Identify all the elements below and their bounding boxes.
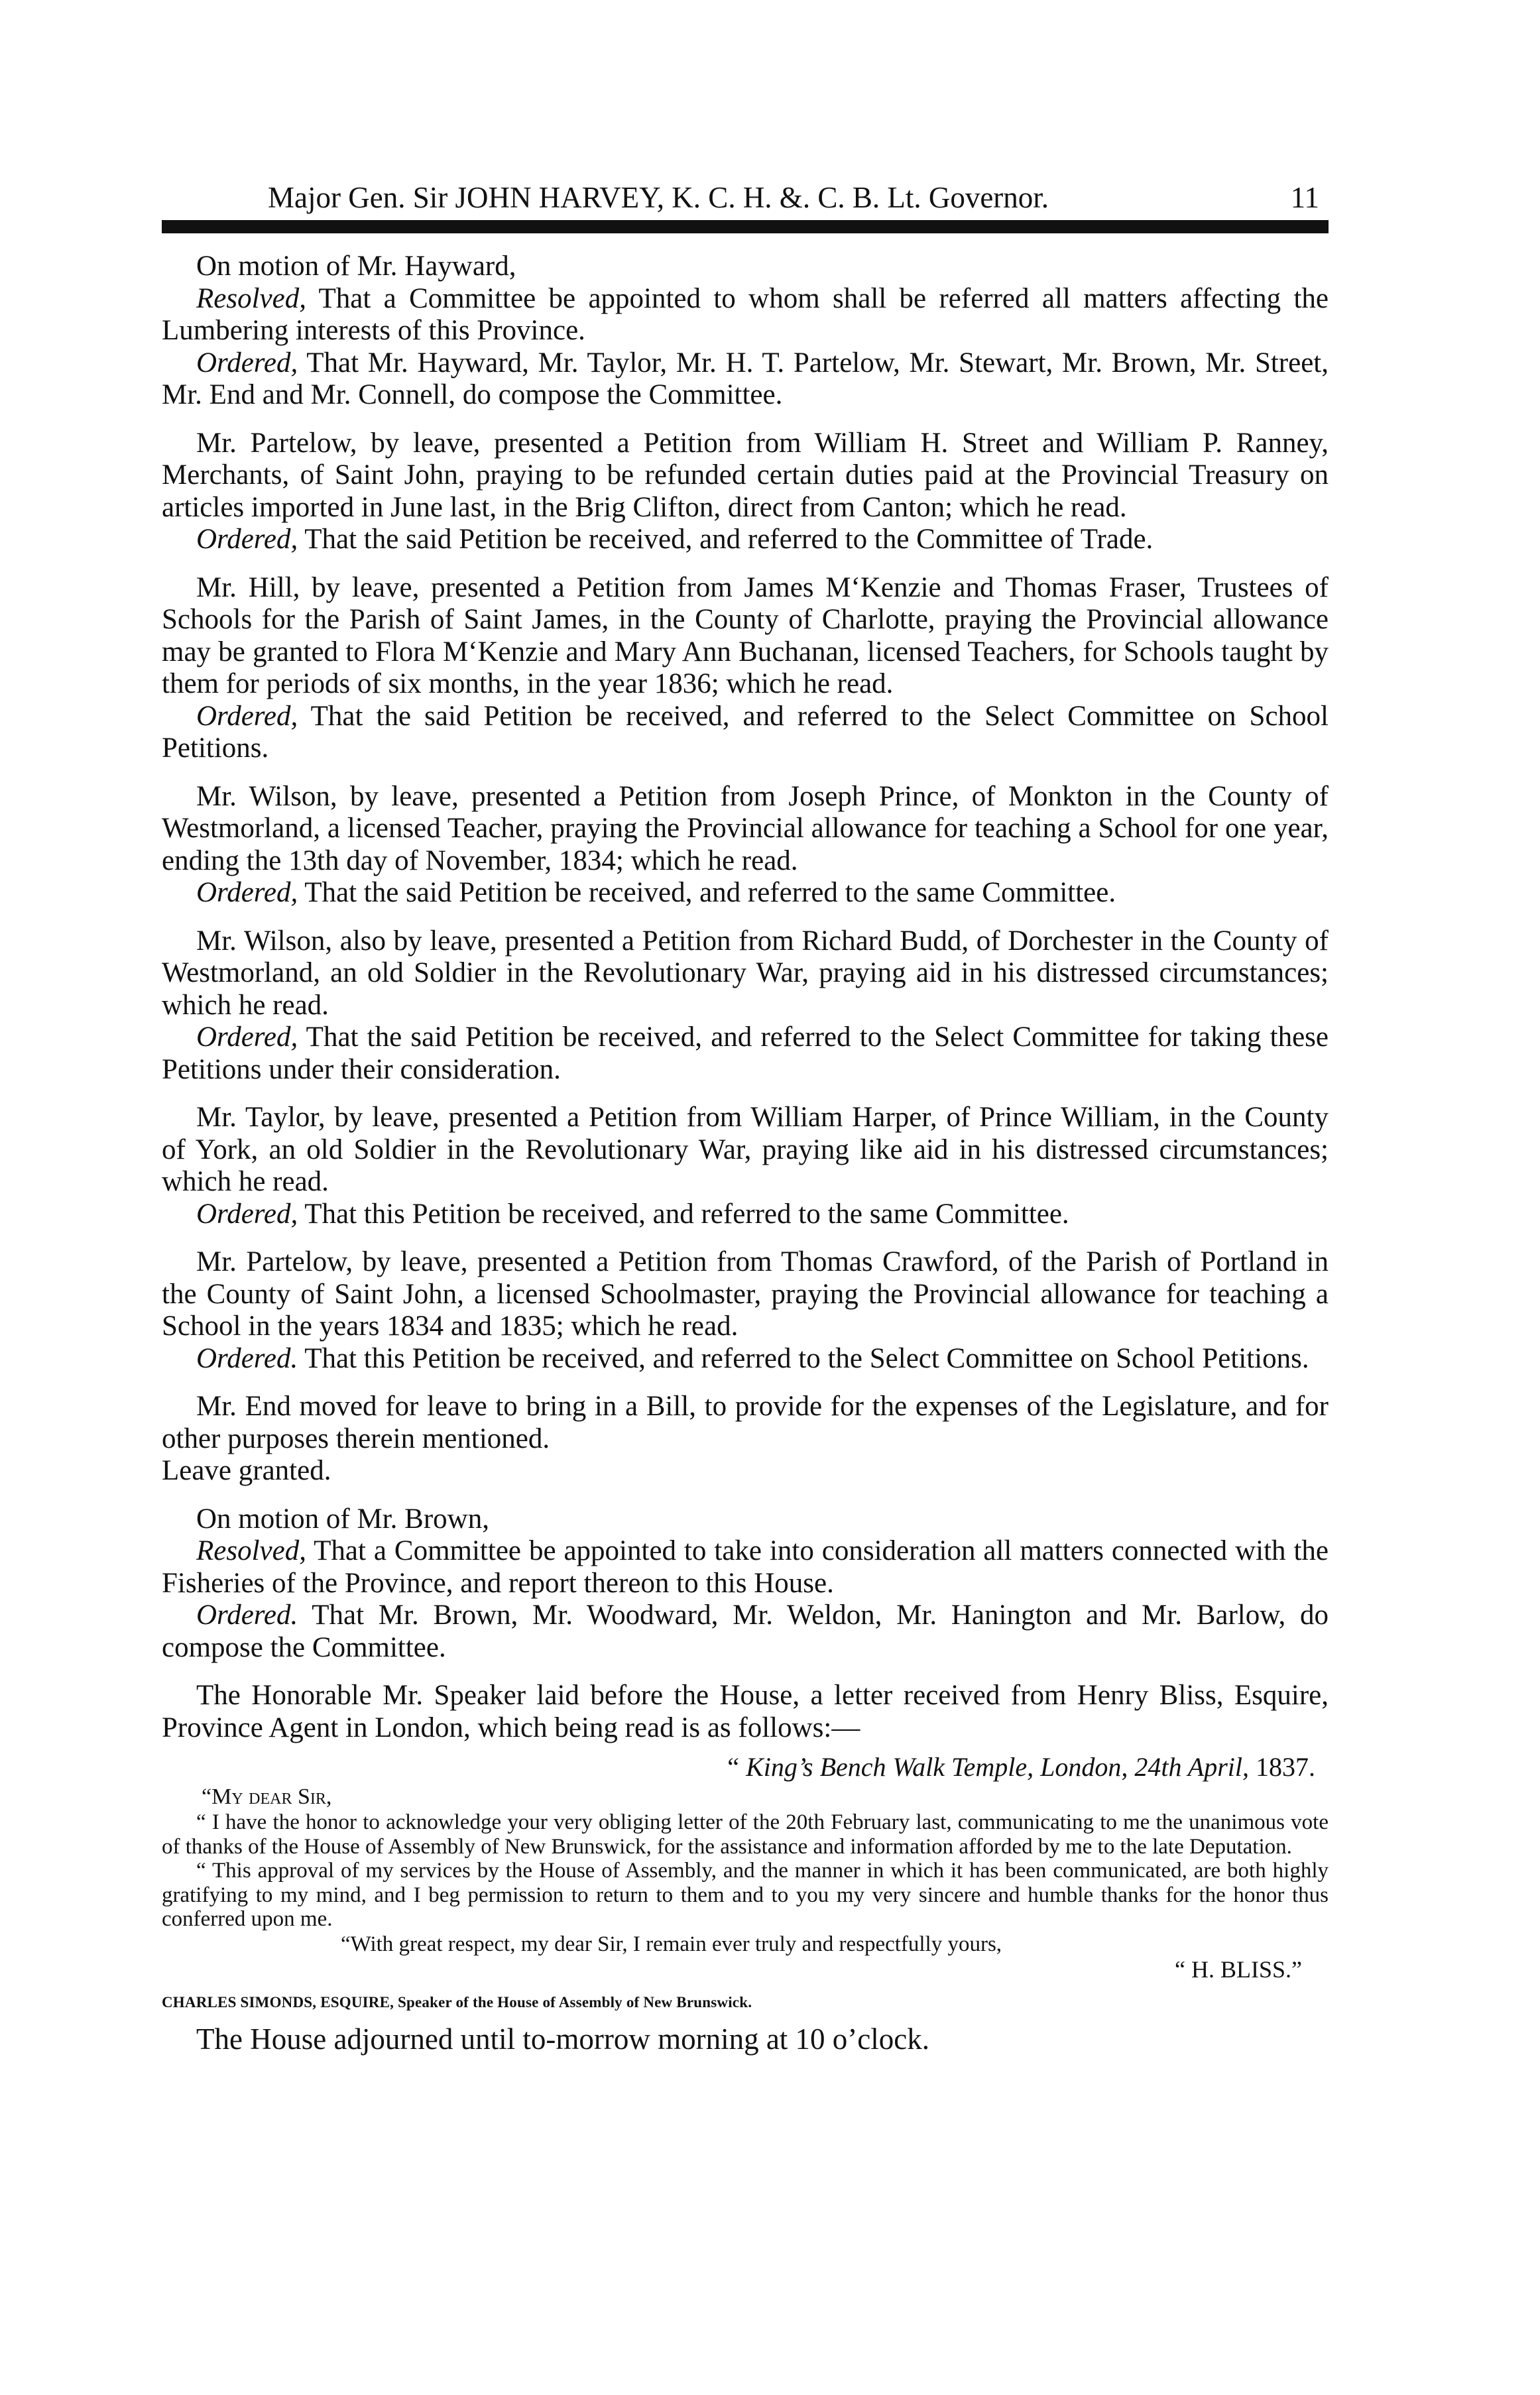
resolved-word: Resolved,	[196, 282, 306, 314]
leave-granted: Leave granted.	[162, 1455, 331, 1486]
resolution-fisheries	[162, 1535, 1329, 1600]
ordered-word: Ordered,	[196, 1198, 298, 1230]
speaker-letter-intro: The Honorable Mr. Speaker laid before the House, a letter received from Henry Bliss, Esquire, Province Agent in London, which being read is as follows:—	[162, 1680, 1329, 1743]
order-school-petitions	[162, 701, 1329, 765]
order-text: That the said Petition be received, and referred to the same Committee.	[298, 877, 1116, 908]
header-rule	[162, 220, 1329, 233]
motion-intro-hayward: On motion of Mr. Hayward,	[196, 251, 516, 282]
dateline-quote: “	[727, 1752, 746, 1782]
running-title: Major Gen. Sir JOHN HARVEY, K. C. H. &. C. B. Lt. Governor.	[268, 181, 1049, 214]
letter-paragraph: “ This approval of my services by the House of Assembly, and the manner in which it has been communicated, are both highly gratifying to my mind, and I beg permission to return to them and to you my very sincere and humble thanks for the honor thus conferred upon me.	[162, 1859, 1329, 1931]
order-text: That the said Petition be received, and referred to the Select Committee on School Petitions.	[162, 700, 1329, 764]
motion-bill-expenses: Mr. End moved for leave to bring in a Bill, to provide for the expenses of the Legislature, and for other purposes therein mentioned.	[162, 1391, 1329, 1454]
resolved-word: Resolved,	[196, 1535, 306, 1566]
ordered-word: Ordered,	[196, 877, 298, 908]
ordered-word: Ordered.	[196, 1600, 298, 1631]
ordered-word: Ordered,	[196, 1022, 298, 1053]
resolution-text: That a Committee be appointed to whom shall be referred all matters affecting the Lumbering interests of this Province.	[162, 282, 1329, 346]
letter-signature: “ H. BLISS.”	[1175, 1956, 1302, 1983]
petition-richard-budd: Mr. Wilson, also by leave, presented a Petition from Richard Budd, of Dorchester in the County of Westmorland, an old Soldier in the Revolutionary War, praying aid in his distressed circumstances; which he read.	[162, 925, 1329, 1021]
resolution-lumbering	[162, 283, 1329, 347]
order-text: That the said Petition be received, and referred to the Select Committee for taking these Petitions under their consideration.	[162, 1022, 1329, 1085]
petition-william-harper: Mr. Taylor, by leave, presented a Petition from William Harper, of Prince William, in the County of York, an old Soldier in the Revolutionary War, praying like aid in his distressed circumstances; which he read.	[162, 1102, 1329, 1197]
running-head	[162, 179, 1329, 216]
letter-closing: “With great respect, my dear Sir, I remain ever truly and respectfully yours,	[341, 1932, 1002, 1956]
petition-street-ranney: Mr. Partelow, by leave, presented a Petition from William H. Street and William P. Ranney, Merchants, of Saint John, praying to be refunded certain duties paid at the Provincial Treasury on articles imported in June last, in the Brig Clifton, direct from Canton; which he read.	[162, 427, 1329, 523]
petition-mckenzie-fraser: Mr. Hill, by leave, presented a Petition from James M‘Kenzie and Thomas Fraser, Trustees of Schools for the Parish of Saint James, in the County of Charlotte, praying the Provincial allowance may be granted to Flora M‘Kenzie and Mary Ann Buchanan, licensed Teachers, for Schools taught by them for periods of six months, in the year 1836; which he read.	[162, 571, 1329, 699]
letter-paragraph: “ I have the honor to acknowledge your very obliging letter of the 20th February last, communicating to me the unanimous vote of thanks of the House of Assembly of New Brunswick, for the assistance and information afforded by me to the late Deputation.	[162, 1810, 1329, 1859]
page-number: 11	[1290, 181, 1319, 214]
dateline-year: 1837.	[1249, 1752, 1315, 1782]
order-lumbering-committee	[162, 347, 1329, 412]
letter-addressee: CHARLES SIMONDS, ESQUIRE, Speaker of the House of Assembly of New Brunswick.	[162, 1993, 752, 2011]
order-text: That Mr. Hayward, Mr. Taylor, Mr. H. T. Partelow, Mr. Stewart, Mr. Brown, Mr. Street, Mr. End and Mr. Connell, do compose the Committee.	[162, 347, 1329, 410]
petition-joseph-prince: Mr. Wilson, by leave, presented a Petition from Joseph Prince, of Monkton in the County of Westmorland, a licensed Teacher, praying the Provincial allowance for teaching a School for one year, ending the 13th day of November, 1834; which he read.	[162, 780, 1329, 876]
order-text: That Mr. Brown, Mr. Woodward, Mr. Weldon, Mr. Hanington and Mr. Barlow, do compose the Committee.	[162, 1600, 1329, 1663]
order-text: That this Petition be received, and referred to the Select Committee on School Petitions.	[298, 1342, 1309, 1374]
order-fisheries-committee	[162, 1600, 1329, 1664]
order-committee-of-trade	[162, 524, 1329, 556]
ordered-word: Ordered,	[196, 524, 298, 555]
dateline-place: King’s Bench Walk Temple, London, 24th April,	[746, 1752, 1249, 1782]
order-text: That the said Petition be received, and referred to the Committee of Trade.	[298, 524, 1154, 555]
resolution-text: That a Committee be appointed to take into consideration all matters connected with the Fisheries of the Province, and report thereon to this House.	[162, 1535, 1329, 1599]
order-school-petitions	[162, 1343, 1329, 1375]
order-select-committee	[162, 1022, 1329, 1086]
motion-intro-brown: On motion of Mr. Brown,	[196, 1503, 489, 1535]
ordered-word: Ordered.	[196, 1342, 298, 1374]
order-same-committee	[162, 1198, 1329, 1231]
ordered-word: Ordered,	[196, 700, 298, 732]
letter-dateline	[162, 1751, 1329, 1784]
journal-page	[162, 179, 1329, 2058]
petition-thomas-crawford: Mr. Partelow, by leave, presented a Petition from Thomas Crawford, of the Parish of Portland in the County of Saint John, a licensed Schoolmaster, praying the Provincial allowance for teaching a School in the years 1834 and 1835; which he read.	[162, 1246, 1329, 1342]
letter-salutation: “My dear Sir,	[202, 1784, 332, 1809]
adjournment-notice: The House adjourned until to-morrow morning at 10 o’clock.	[196, 2022, 929, 2056]
order-text: That this Petition be received, and referred to the same Committee.	[298, 1198, 1069, 1230]
order-same-committee	[162, 877, 1329, 909]
ordered-word: Ordered,	[196, 347, 298, 379]
